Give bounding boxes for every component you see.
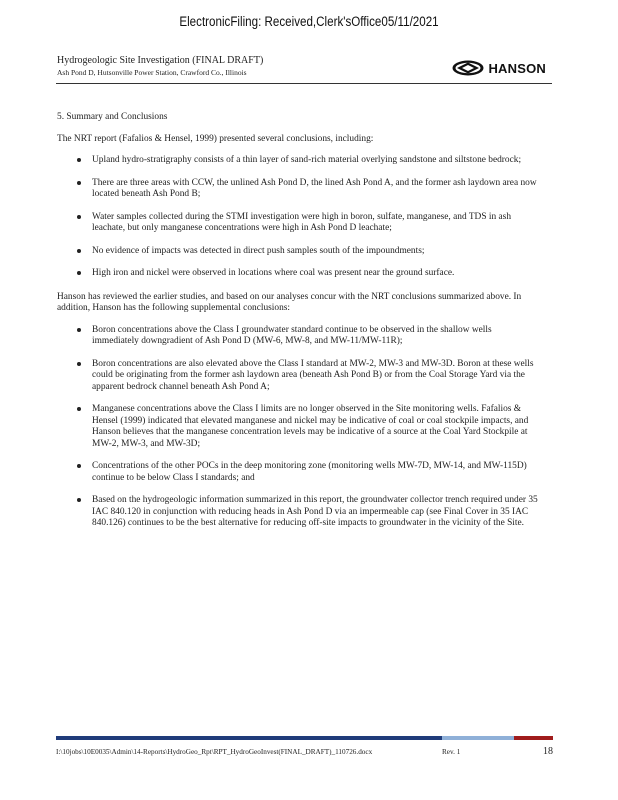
footer-color-bar: [56, 736, 553, 740]
document-title: Hydrogeologic Site Investigation (FINAL DRAFT): [57, 55, 264, 66]
footer-bar-red: [514, 736, 553, 740]
list-item: [57, 461, 547, 484]
supplemental-conclusions-list: [57, 325, 547, 530]
logo-wordmark: HANSON: [488, 60, 546, 76]
report-body: [57, 112, 547, 542]
page-footer: [56, 746, 553, 757]
list-item: [57, 325, 547, 348]
bullet-icon: [77, 464, 81, 468]
filing-stamp: ElectronicFiling: Received,Clerk'sOffice05/11/2021: [179, 14, 439, 29]
list-item-text: There are three areas with CCW, the unlined Ash Pond D, the lined Ash Pond A, and the former ash laydown area now located beneath Ash Pond B;: [92, 177, 537, 199]
list-item-text: Water samples collected during the STMI investigation were high in boron, sulfate, manganese, and TDS in ash leachate, but only manganese concentrations were high in Ash Pond D leachate;: [92, 211, 512, 233]
nrt-conclusions-list: [57, 155, 547, 280]
footer-bar-light-blue: [442, 736, 514, 740]
header-divider: [56, 83, 552, 84]
list-item-text: Concentrations of the other POCs in the deep monitoring zone (monitoring wells MW-7D, MW-14, and MW-115D) continue to be below Class I standards; and: [92, 461, 527, 483]
review-paragraph: Hanson has reviewed the earlier studies, and based on our analyses concur with the NRT conclusions summarized above. In addition, Hanson has the following supplemental conclusions:: [57, 291, 522, 313]
section-heading: 5. Summary and Conclusions: [57, 112, 168, 122]
hanson-logo: [451, 59, 546, 77]
list-item-text: Upland hydro-stratigraphy consists of a thin layer of sand-rich material overlying sandstone and siltstone bedrock;: [92, 155, 522, 165]
hanson-logo-icon: [451, 59, 485, 77]
file-path: I:\10jobs\10E0035\Admin\14-Reports\HydroGeo_Rpt\RPT_HydroGeoInvest(FINAL_DRAFT)_110726.docx: [56, 747, 373, 756]
bullet-icon: [77, 498, 81, 502]
footer-bar-navy: [56, 736, 442, 740]
bullet-icon: [77, 181, 81, 185]
bullet-icon: [77, 249, 81, 253]
list-item: [57, 246, 547, 258]
intro-paragraph: The NRT report (Fafalios & Hensel, 1999) presented several conclusions, including:: [57, 133, 374, 144]
revision-label: Rev. 1: [442, 747, 461, 756]
list-item-text: No evidence of impacts was detected in direct push samples south of the impoundments;: [92, 245, 425, 256]
document-subtitle: Ash Pond D, Hutsonville Power Station, Crawford Co., Illinois: [57, 68, 247, 77]
bullet-icon: [77, 215, 81, 219]
bullet-icon: [77, 362, 81, 366]
list-item: [57, 178, 547, 201]
list-item-text: Boron concentrations are also elevated above the Class I standard at MW-2, MW-3 and MW-3D. Boron at these wells could be originating from the former ash laydown area (beneath Ash Pond B) or from the Coal Storage Yard via the apparent bedrock channel beneath Ash Pond A;: [92, 358, 534, 392]
list-item-text: Manganese concentrations above the Class I limits are no longer observed in the Site monitoring wells. Fafalios & Hensel (1999) indicated that elevated manganese and nickel may be indicative of coal or coal stockpile impacts, and Hanson believes that the manganese concentration levels may be indicative of a source at the Coal Yard Stockpile at MW-2, MW-3, and MW-3D;: [92, 404, 529, 449]
list-item: [57, 212, 547, 235]
bullet-icon: [77, 271, 81, 275]
list-item: [57, 404, 547, 450]
list-item: [57, 359, 547, 394]
page-number: 18: [543, 746, 553, 757]
list-item-text: Boron concentrations above the Class I groundwater standard continue to be observed in the shallow wells immediately downgradient of Ash Pond D (MW-6, MW-8, and MW-11/MW-11R);: [92, 324, 492, 346]
bullet-icon: [77, 328, 81, 332]
list-item: [57, 155, 547, 167]
list-item-text: High iron and nickel were observed in locations where coal was present near the ground surface.: [92, 268, 455, 278]
list-item-text: Based on the hydrogeologic information summarized in this report, the groundwater collector trench required under 35 IAC 840.120 in conjunction with reducing heads in Ash Pond D via an impermeable cap (see Final Cover in 35 IAC 840.126) continues to be the best alternative for reducing off-site impacts to groundwater in the vicinity of the Site.: [92, 495, 538, 528]
list-item: [57, 268, 547, 280]
bullet-icon: [77, 407, 81, 411]
bullet-icon: [77, 158, 81, 162]
list-item: [57, 495, 547, 530]
